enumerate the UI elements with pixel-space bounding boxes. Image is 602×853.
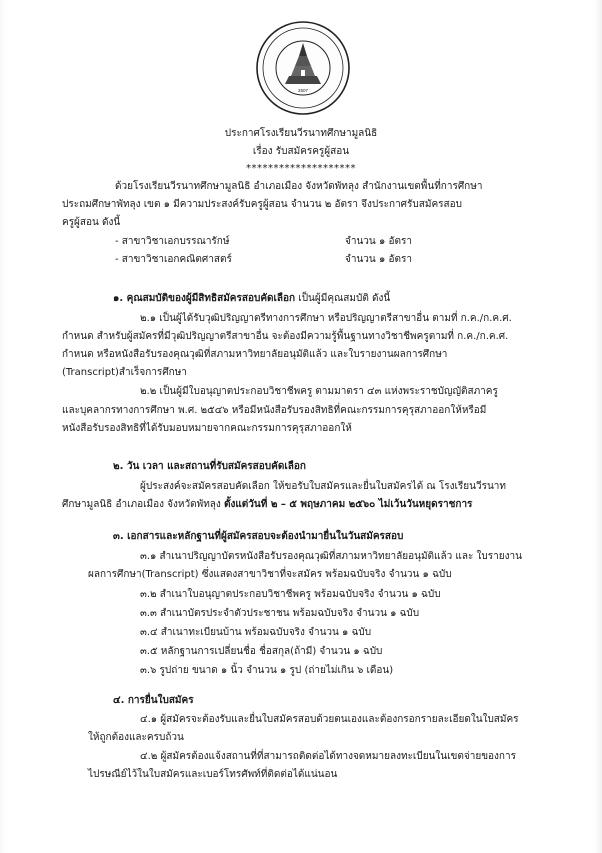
application-dates: ตั้งแต่วันที่ ๒ – ๕ พฤษภาคม ๒๕๖๐ ไม่เว้นวันหยุดราชการ <box>223 499 473 510</box>
section-2-line-1: ผู้ประสงค์จะสมัครสอบคัดเลือก ให้ขอรับใบสมัครและยื่นใบสมัครได้ ณ โรงเรียนวีรนาท <box>140 481 506 492</box>
position-count: จำนวน ๑ อัตรา <box>345 254 412 265</box>
section-4-line: ไปรษณีย์ไว้ในใบสมัครและเบอร์โทรศัพท์ที่ติดต่อได้แน่นอน <box>88 769 338 780</box>
section-3-line: ๓.๕ หลักฐานการเปลี่ยนชื่อ ชื่อสกุล(ถ้ามี) จำนวน ๑ ฉบับ <box>140 646 383 657</box>
intro-line-3: ครูผู้สอน ดังนี้ <box>62 217 121 228</box>
announcement-subject: เรื่อง รับสมัครครูผู้สอน <box>252 146 350 157</box>
section-4-line: ๔.๒ ผู้สมัครต้องแจ้งสถานที่ที่สามารถติดต่อได้ทางจดหมายลงทะเบียนในเขตจ่ายของการ <box>140 751 516 762</box>
section-3-line: ๓.๑ สำเนาปริญญาบัตรหนังสือรับรองคุณวุฒิที่สภามหาวิทยาลัยอนุมัติแล้ว และ ใบรายงาน <box>140 551 522 562</box>
section-3-line: ๓.๖ รูปถ่าย ขนาด ๑ นิ้ว จำนวน ๑ รูป (ถ่ายไม่เกิน ๖ เดือน) <box>140 665 394 676</box>
position-name: - สาขาวิชาเอกคณิตศาสตร์ <box>115 254 232 265</box>
section-3-line: ๓.๓ สำเนาบัตรประจำตัวประชาชน พร้อมฉบับจริง จำนวน ๑ ฉบับ <box>140 608 420 619</box>
section-1-line: (Transcript)สำเร็จการศึกษา <box>62 367 187 378</box>
section-1-line: ๒.๒ เป็นผู้มีใบอนุญาตประกอบวิชาชีพครู ตามมาตรา ๔๓ แห่งพระราชบัญญัติสภาครู <box>140 386 498 397</box>
intro-line-1: ด้วยโรงเรียนวีรนาทศึกษามูลนิธิ อำเภอเมือง จังหวัดพัทลุง สำนักงานเขตพื้นที่การศึกษา <box>115 181 483 192</box>
section-3-line: ๓.๔ สำเนาทะเบียนบ้าน พร้อมฉบับจริง จำนวน ๑ ฉบับ <box>140 627 372 638</box>
section-2-line-2-text: ศึกษามูลนิธิ อำเภอเมือง จังหวัดพัทลุง <box>62 499 224 510</box>
section-1-line: กำหนด หรือหนังสือรับรองคุณวุฒิที่สภามหาวิทยาลัยอนุมัติแล้ว และใบรายงานผลการศึกษา <box>62 349 448 360</box>
section-4-line: ให้ถูกต้องและครบถ้วน <box>88 732 184 743</box>
position-count: จำนวน ๑ อัตรา <box>345 236 412 247</box>
section-3-line: ผลการศึกษา(Transcript) ซึ่งแสดงสาขาวิชาที่จะสมัคร พร้อมฉบับจริง จำนวน ๑ ฉบับ <box>88 569 452 580</box>
title-divider: ******************** <box>246 163 356 174</box>
section-1-line: และบุคลากรทางการศึกษา พ.ศ. ๒๕๔๖ หรือมีหนังสือรับรองสิทธิที่คณะกรรมการคุรุสภาออกให้หรือมี <box>62 405 487 416</box>
section-2-line-2 <box>62 498 472 512</box>
svg-text:2507: 2507 <box>297 88 309 93</box>
announcement-title: ประกาศโรงเรียนวีรนาทศึกษามูลนิธิ <box>224 128 378 139</box>
section-4-line: ๔.๑ ผู้สมัครจะต้องรับและยื่นใบสมัครสอบด้วยตนเองและต้องกรอกรายละเอียดในใบสมัคร <box>140 714 519 725</box>
section-1-line: กำหนด สำหรับผู้สมัครที่มีวุฒิปริญญาตรีสาขาอื่น จะต้องมีความรู้พื้นฐานทางวิชาชีพครูตามที่ ก.ค./ก.ค.ศ. <box>62 331 509 342</box>
section-1-line: ๒.๑ เป็นผู้ได้รับวุฒิปริญญาตรีทางการศึกษา หรือปริญญาตรีสาขาอื่น ตามที่ ก.ค./ก.ค.ศ. <box>140 313 512 324</box>
section-1-heading-text: ๑. คุณสมบัติของผู้มีสิทธิสมัครสอบคัดเลือก <box>113 293 296 304</box>
section-1-heading <box>113 292 390 306</box>
section-3-heading: ๓. เอกสารและหลักฐานที่ผู้สมัครสอบจะต้องนำมายื่นในวันสมัครสอบ <box>113 531 404 542</box>
section-1-line: หนังสือรับรองสิทธิที่ได้รับมอบหมายจากคณะกรรมการคุรุสภาออกให้ <box>62 423 352 434</box>
position-name: - สาขาวิชาเอกบรรณารักษ์ <box>115 236 230 247</box>
section-3-line: ๓.๒ สำเนาใบอนุญาตประกอบวิชาชีพครู พร้อมฉบับจริง จำนวน ๑ ฉบับ <box>140 589 441 600</box>
intro-line-2: ประถมศึกษาพัทลุง เขต ๑ มีความประสงค์รับครูผู้สอน จำนวน ๒ อัตรา จึงประกาศรับสมัครสอบ <box>62 199 462 210</box>
section-4-heading: ๔. การยื่นใบสมัคร <box>113 695 194 706</box>
section-1-heading-tail: เป็นผู้มีคุณสมบัติ ดังนี้ <box>295 293 391 304</box>
school-seal-logo <box>255 18 351 118</box>
section-2-heading: ๒. วัน เวลา และสถานที่รับสมัครสอบคัดเลือก <box>113 461 306 472</box>
